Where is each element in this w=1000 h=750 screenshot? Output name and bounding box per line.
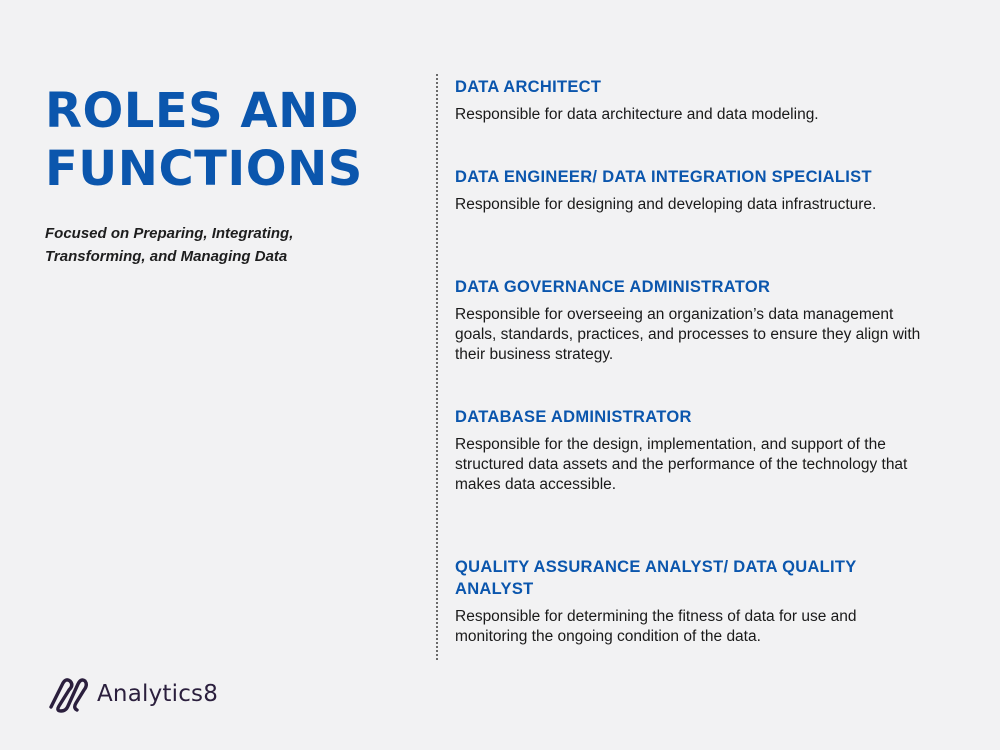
role-data-governance-administrator [455, 276, 925, 406]
role-title: DATABASE ADMINISTRATOR [455, 408, 692, 426]
heading-block [45, 82, 405, 268]
role-data-architect [455, 76, 925, 166]
role-description: Responsible for data architecture and data modeling. [455, 106, 819, 123]
brand-name: Analytics8 [97, 681, 219, 707]
role-data-engineer [455, 166, 925, 276]
role-title: DATA ARCHITECT [455, 78, 602, 96]
role-description: Responsible for designing and developing data infrastructure. [455, 196, 877, 213]
role-title: DATA ENGINEER/ DATA INTEGRATION SPECIALIST [455, 168, 872, 186]
page-subtitle: Focused on Preparing, Integrating, Transforming, and Managing Data [45, 225, 294, 265]
page-title [45, 82, 405, 198]
role-quality-assurance-analyst [455, 556, 925, 647]
brand-logo [45, 674, 218, 714]
role-title: QUALITY ASSURANCE ANALYST/ DATA QUALITY ANALYST [455, 558, 857, 598]
role-description: Responsible for the design, implementation, and support of the structured data assets and the performance of the technology that makes data accessible. [455, 436, 908, 493]
role-description: Responsible for determining the fitness of data for use and monitoring the ongoing condition of the data. [455, 608, 857, 645]
page-title-line-2: FUNCTIONS [45, 141, 363, 197]
role-description: Responsible for overseeing an organization’s data management goals, standards, practices, and processes to ensure they align with their business strategy. [455, 306, 921, 363]
dotted-divider [436, 74, 438, 660]
analytics8-logo-icon [45, 675, 89, 713]
role-database-administrator [455, 406, 925, 556]
page-title-line-1: ROLES AND [45, 83, 360, 139]
role-title: DATA GOVERNANCE ADMINISTRATOR [455, 278, 771, 296]
roles-list [455, 76, 925, 647]
